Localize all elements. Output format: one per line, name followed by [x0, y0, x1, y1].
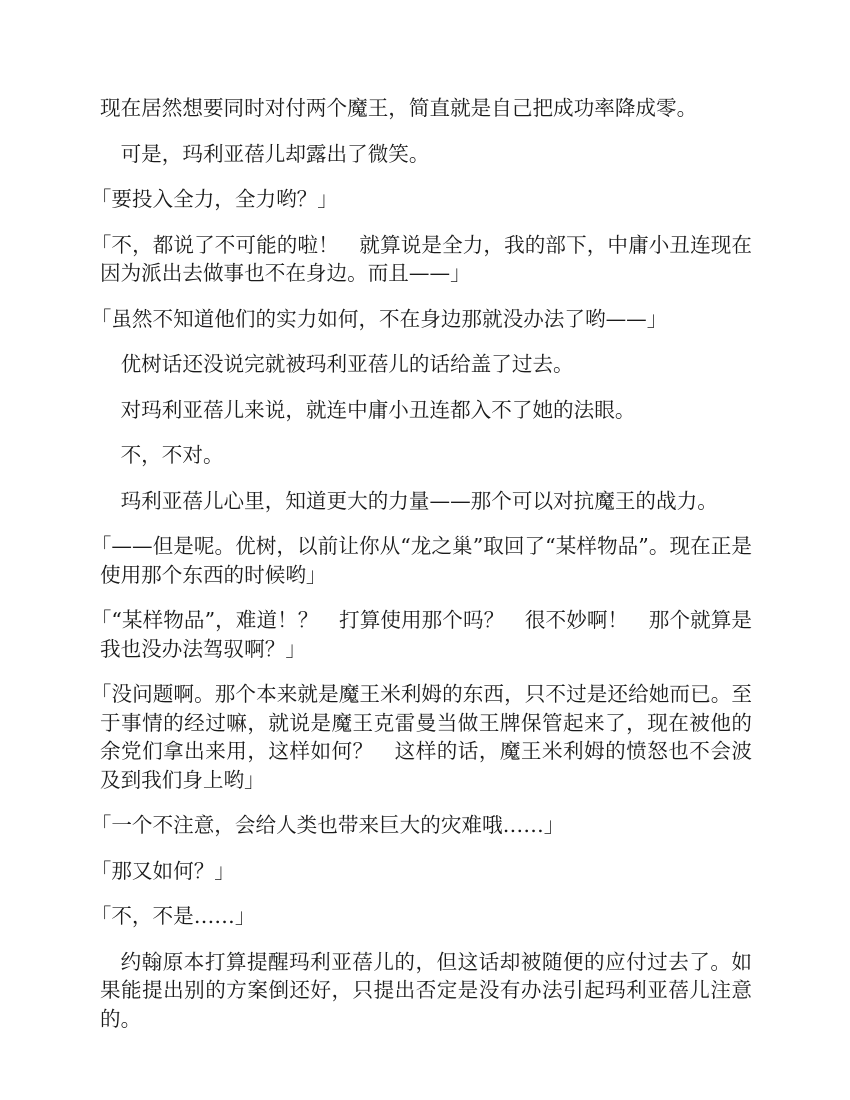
document-page: [90, 94, 752, 1050]
paragraph: 玛利亚蓓儿心里，知道更大的力量——那个可以对抗魔王的战力。: [120, 488, 718, 513]
paragraph: 约翰原本打算提醒玛利亚蓓儿的，但这话却被随便的应付过去了。如果能提出别的方案倒还好，只提出否定是没有办法引起玛利亚蓓儿注意的。: [100, 949, 752, 1031]
paragraph: 对玛利亚蓓儿来说，就连中庸小丑连都入不了她的法眼。: [120, 397, 636, 422]
dialogue-line: 「没问题啊。那个本来就是魔王米利姆的东西，只不过是还给她而已。至于事情的经过嘛，就说是魔王克雷曼当做王牌保管起来了，现在被他的余党们拿出来用，这样如何？ 这样的话，魔王米利姆的愤怒也不会波及到我们身上哟」: [90, 682, 752, 792]
dialogue-line: 「一个不注意，会给人类也带来巨大的灾难哦……」: [90, 813, 565, 837]
dialogue-line: 「那又如何？」: [90, 858, 235, 883]
dialogue-line: 「——但是呢。优树，以前让你从“龙之巢”取回了“某样物品”。现在正是使用那个东西的时候哟」: [90, 534, 752, 587]
paragraph: 现在居然想要同时对付两个魔王，简直就是自己把成功率降成零。: [100, 96, 698, 120]
dialogue-line: 「虽然不知道他们的实力如何，不在身边那就没办法了哟——」: [90, 306, 668, 331]
dialogue-line: 「要投入全力，全力哟？」: [90, 187, 338, 211]
paragraph: 可是，玛利亚蓓儿却露出了微笑。: [120, 141, 430, 166]
dialogue-line: 「不，都说了不可能的啦！ 就算说是全力，我的部下，中庸小丑连现在因为派出去做事也不在身边。而且——」: [90, 232, 752, 285]
paragraph: 优树话还没说完就被玛利亚蓓儿的话给盖了过去。: [120, 352, 574, 376]
dialogue-line: 「“某样物品”，难道！？ 打算使用那个吗？ 很不妙啊！ 那个就算是我也没办法驾驭啊？」: [90, 608, 752, 661]
dialogue-line: 「不，不是……」: [90, 904, 256, 928]
paragraph: 不，不对。: [120, 443, 224, 467]
